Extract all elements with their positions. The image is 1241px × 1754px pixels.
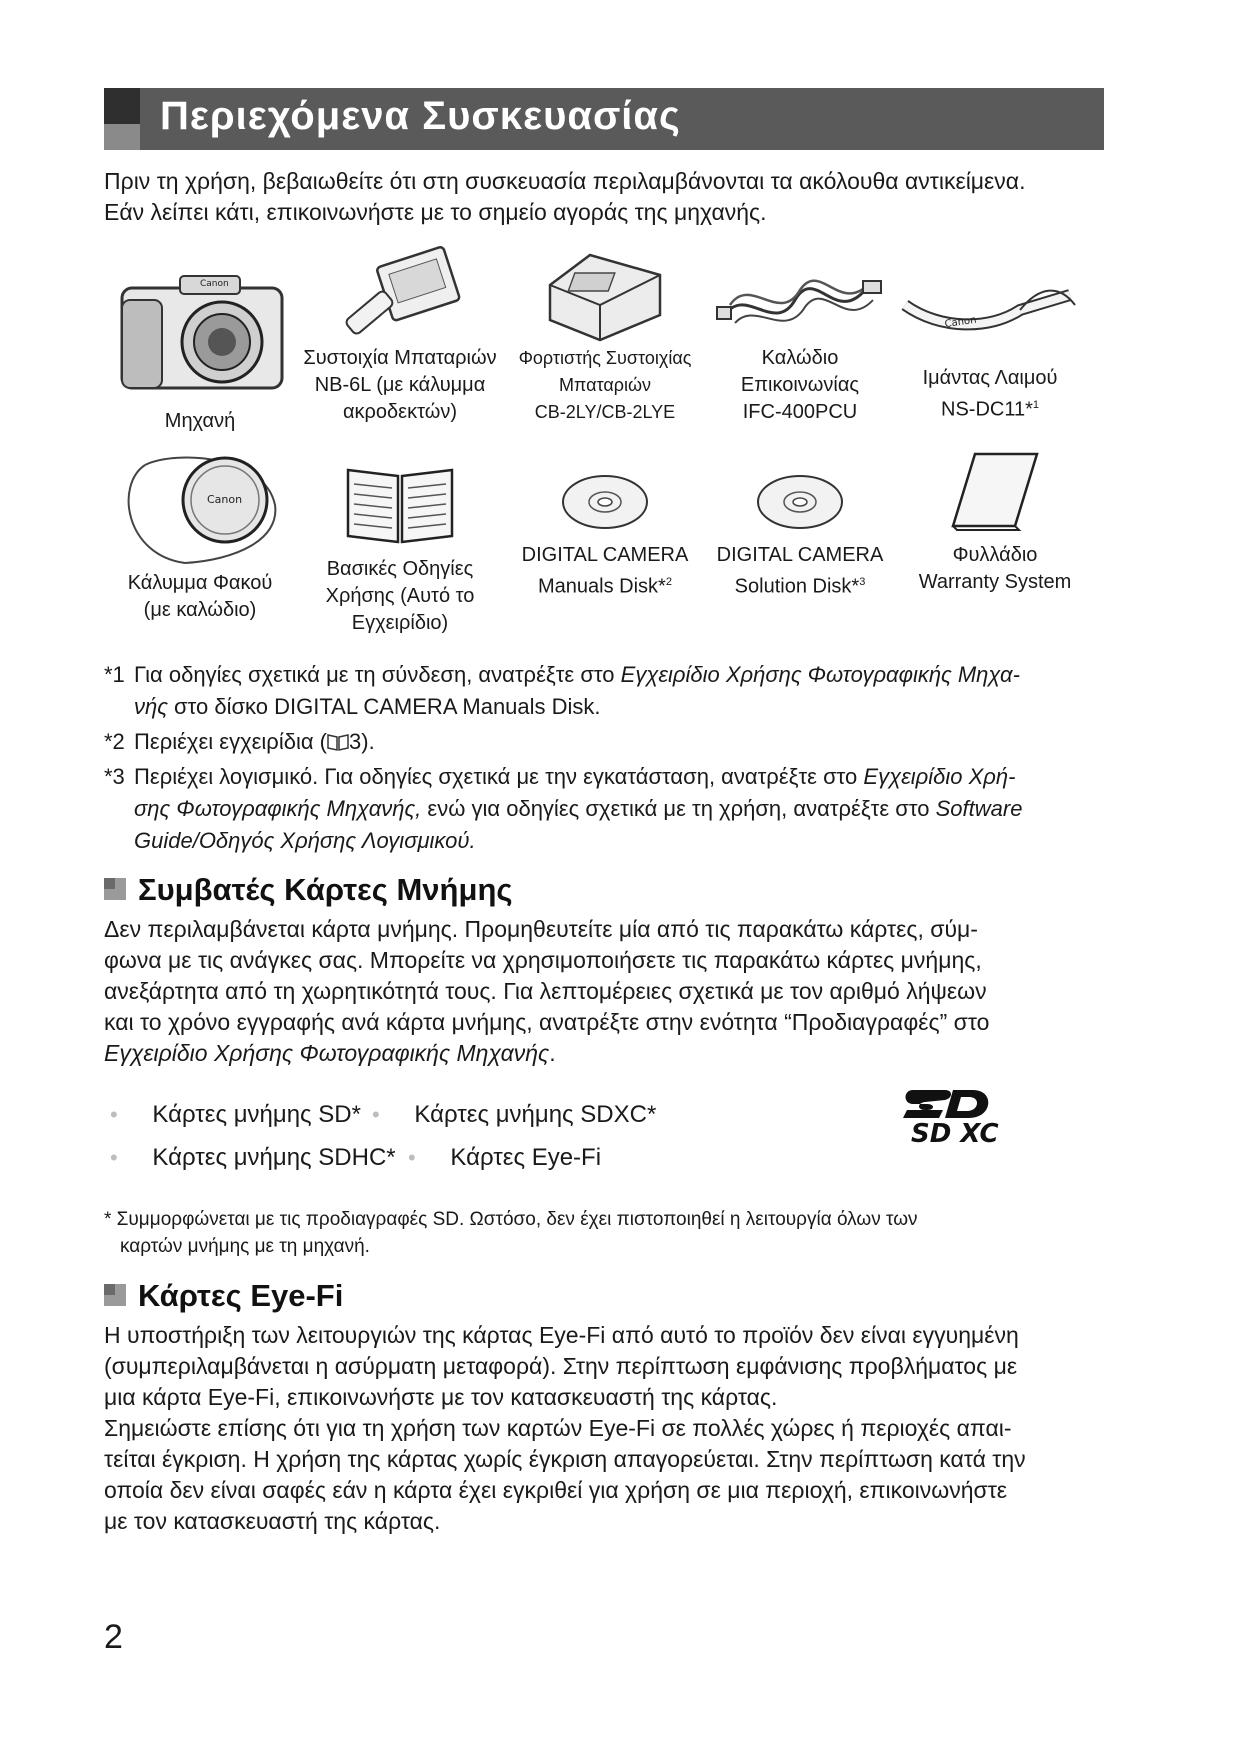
eyefi-line: Σημειώστε επίσης ότι για τη χρήση των καρτών Eye-Fi σε πολλές χώρες ή περιοχές απαι- [104,1415,1012,1441]
memory-line: και το χρόνο εγγραφής ανά κάρτα μνήμης, ανατρέξτε στην ενότητα “Προδιαγραφές” στο [104,1009,990,1035]
bullet-sdxc: • Κάρτες μνήμης SDXC* [372,1101,657,1128]
intro-paragraph [104,166,1114,228]
sdxc-logo-icon [895,1080,1005,1146]
note-3: *3 Περιέχει λογισμικό. Για οδηγίες σχετικά με την εγκατάσταση, ανατρέξτε στο Εγχειρίδιο Χρή- σης Φωτογραφικής Μηχανής, ενώ για οδηγίες σχετικά με τη χρήση, ανατρέξτε στο Software Guide/Οδηγός Χρήσης Λογισμικού. [104,764,1023,853]
item-caption: Επικοινωνίας [740,374,860,396]
book-reference-icon [327,733,349,751]
battery-pack-icon [325,245,475,345]
item-solution-disk [705,472,895,601]
eyefi-line: μια κάρτα Eye-Fi, επικοινωνήστε με τον κατασκευαστή της κάρτας. [104,1384,778,1410]
title-accent-light [104,124,140,150]
note-1: *1 Για οδηγίες σχετικά με τη σύνδεση, ανατρέξτε στο Εγχειρίδιο Χρήσης Φωτογραφικής Μηχα- νής στο δίσκο DIGITAL CAMERA Manuals Disk. [104,662,1020,719]
item-caption: NB-6L (με κάλυμμα [314,374,486,396]
item-caption: Φυλλάδιο [952,544,1038,566]
eyefi-paragraph [104,1320,1114,1537]
page-number: 2 [104,1618,123,1656]
item-strap [895,275,1085,424]
item-manuals-disk [510,472,700,601]
section-square-icon [104,1284,126,1306]
memory-line: Εγχειρίδιο Χρήσης Φωτογραφικής Μηχανής. [104,1040,556,1066]
item-charger [510,245,700,426]
intro-line: Πριν τη χρήση, βεβαιωθείτε ότι στη συσκευασία περιλαμβάνονται τα ακόλουθα αντικείμενα. [104,168,1026,194]
page-title: Περιεχόμενα Συσκευασίας [160,94,681,138]
section-square-icon [104,878,126,900]
cd-disc-icon [755,472,845,532]
item-caption: DIGITAL CAMERA [521,544,689,566]
eyefi-line: οποία δεν είναι σαφές εάν η κάρτα έχει εγκριθεί για χρήση σε μια περιοχή, επικοινωνήστε [104,1477,1008,1503]
bullet-eyefi: • Κάρτες Eye-Fi [408,1144,602,1171]
memory-line: Δεν περιλαμβάνεται κάρτα μνήμης. Προμηθευτείτε μία από τις παρακάτω κάρτες, σύμ- [104,916,978,942]
memory-paragraph [104,914,1114,1069]
bullet-sdhc: • Κάρτες μνήμης SDHC* [110,1144,396,1171]
item-battery [290,245,510,426]
item-warranty [900,448,1090,596]
cd-disc-icon [560,472,650,532]
item-caption: (με καλώδιο) [143,599,257,621]
lens-cap-icon [115,445,285,570]
item-caption: Συστοιχία Μπαταριών [303,347,497,369]
item-caption-sup: Manuals Disk*$^2$ [538,575,672,598]
item-manual [300,462,500,637]
item-cable [700,245,900,426]
item-caption: Κάλυμμα Φακού [127,572,273,594]
item-caption: Μηχανή [164,410,236,432]
eyefi-line: (συμπεριλαμβάνεται η ασύρματη μεταφορά). Στην περίπτωση εμφάνισης προβλήματος με [104,1353,1018,1379]
item-caption: Εγχειρίδιο) [351,612,449,634]
warranty-booklet-icon [945,448,1045,532]
item-caption: Χρήσης (Αυτό το [325,585,475,607]
svg-text:SD XC: SD XC [911,1119,999,1146]
item-caption: Βασικές Οδηγίες [326,558,474,580]
item-caption: Μπαταριών [558,375,652,395]
intro-line: Εάν λείπει κάτι, επικοινωνήστε με το σημείο αγοράς της μηχανής. [104,199,767,225]
svg-text:Canon: Canon [944,314,978,331]
bullet-sd: • Κάρτες μνήμης SD* [110,1101,361,1128]
item-caption: Καλώδιο [761,347,839,369]
battery-charger-icon [530,245,680,345]
item-caption: DIGITAL CAMERA [716,544,884,566]
item-caption: CB-2LY/CB-2LYE [534,402,676,422]
eyefi-line: με τον κατασκευαστή της κάρτας. [104,1508,441,1534]
eyefi-line: τείται έγκριση. Η χρήση της κάρτας χωρίς έγκριση απαγορεύεται. Στην περίπτωση κατά την [104,1446,1026,1472]
item-caption-sup: NS-DC11*$^1$ [941,398,1039,421]
item-caption: ακροδεκτών) [342,401,457,423]
usb-cable-icon [715,245,885,345]
item-caption: IFC-400PCU [742,401,858,423]
item-lens-cap [100,445,300,624]
eyefi-line: Η υποστήριξη των λειτουργιών της κάρτας Eye-Fi από αυτό το προϊόν δεν είναι εγγυημένη [104,1322,1019,1348]
svg-text:Canon: Canon [200,279,229,289]
item-caption: Ιμάντας Λαιμού [922,367,1058,389]
note-2: *2 Περιέχει εγχειρίδια ( 3). [104,729,375,754]
memory-line: φωνα με τις ανάγκες σας. Μπορείτε να χρησιμοποιήσετε τις παρακάτω κάρτες μνήμης, [104,947,982,973]
item-caption-sup: Solution Disk*$^3$ [734,575,866,598]
manual-page: Περιεχόμενα Συσκευασίας Πριν τη χρήση, βεβαιωθείτε ότι στη συσκευασία περιλαμβάνονται τα ακόλουθα αντικείμενα. Εάν λείπει κάτι, επικοινωνήστε με το σημείο αγοράς της μηχανής. Canon Μηχανή Συστοιχία Μπαταριών NB-6L (με κάλυμμα ακροδεκτών) Φορτιστής Συστοιχίας Μπαταριών CB-2LY/CB-2LYE Καλώδιο Επικοινωνίας IFC-400PCU Canon Ιμάντας Λαιμού NS-DC11*$^1$ Canon Κάλυμμα Φακού (με καλώδιο) Βασικές Οδηγίες Χρήσης (Αυτό το Εγχειρίδιο) DIGITAL CAMERA Manuals Disk*$^2$ DIGITAL CAMERA Solution Disk*$^3$ Φυλλάδιο Warranty System *1 Για οδηγίες σχετικά με τη σύνδεση, ανατρέξτε στο Εγχειρίδιο Χρήσης Φωτογραφικής Μηχα- νής στο δίσκο DIGITAL CAMERA Manuals Disk. *2 Περιέχει εγχειρίδια ( 3). *3 Περιέχει λογισμικό. Για οδηγίες σχετικά με την εγκατάσταση, ανατρέξτε στο Εγχειρίδιο Χρή- σης Φωτογραφικής Μηχανής, ενώ για οδηγίες σχετικά με τη χρήση, ανατρέξτε στο Software Guide/Οδηγός Χρήσης Λογισμικού. Συμβατές Κάρτες Μνήμης Δεν περιλαμβάνεται κάρτα μνήμης. Προμηθευτείτε μία από τις παρακάτω κάρτες, σύμ- φωνα με τις ανάγκες σας. Μπορείτε να χρησιμοποιήσετε τις παρακάτω κάρτες μνήμης, ανεξάρτητα από τη χωρητικότητά τους. Για λεπτομέρειες σχετικά με τον αριθμό λήψεων και το χρόνο εγγραφής ανά κάρτα μνήμης, ανατρέξτε στην ενότητα “Προδιαγραφές” στο Εγχειρίδιο Χρήσης Φωτογραφικής Μηχανής. • Κάρτες μνήμης SD* • Κάρτες μνήμης SDXC* • Κάρτες μνήμης SDHC* • Κάρτες Eye-Fi SD XC * Συμμορφώνεται με τις προδιαγραφές SD. Ωστόσο, δεν έχει πιστοποιηθεί η λειτουργία όλων των καρτών μνήμης με τη μηχανή. Κάρτες Eye-Fi Η υποστήριξη των λειτουργιών της κάρτας Eye-Fi από αυτό το προϊόν δεν είναι εγγυημένη (συμπεριλαμβάνεται η ασύρματη μεταφορά). Στην περίπτωση εμφάνισης προβλήματος με μια κάρτα Eye-Fi, επικοινωνήστε με τον κατασκευαστή της κάρτας. Σημειώστε επίσης ότι για τη χρήση των καρτών Eye-Fi σε πολλές χώρες ή περιοχές απαι- τείται έγκριση. Η χρήση της κάρτας χωρίς έγκριση απαγορεύεται. Στην περίπτωση κατά την οποία δεν είναι σαφές εάν η κάρτα έχει εγκριθεί για χρήση σε μια περιοχή, επικοινωνήστε με τον κατασκευαστή της κάρτας. 2 [0,0,1241,1754]
memory-line: ανεξάρτητα από τη χωρητικότητά τους. Για λεπτομέρειες σχετικά με τον αριθμό λήψεων [104,978,987,1004]
title-accent-dark [104,88,140,124]
manual-book-icon [340,462,460,546]
neck-strap-icon [900,275,1080,345]
svg-text:Canon: Canon [207,493,243,506]
camera-icon [110,270,290,400]
notes-list [104,659,1114,860]
item-caption: Φορτιστής Συστοιχίας [518,348,692,368]
item-caption: Warranty System [918,571,1072,593]
memory-footnote: * Συμμορφώνεται με τις προδιαγραφές SD. Ωστόσο, δεν έχει πιστοποιηθεί η λειτουργία όλων των καρτών μνήμης με τη μηχανή. [104,1209,918,1257]
item-camera [100,270,300,435]
